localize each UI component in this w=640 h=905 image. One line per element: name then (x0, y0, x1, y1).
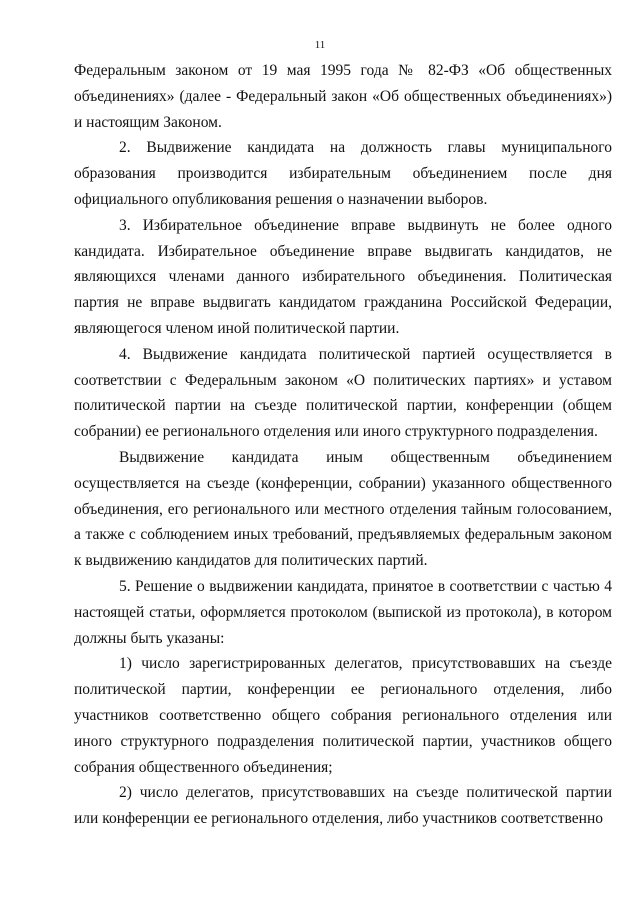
paragraph-item-1: 1) число зарегистрированных делегатов, присутствовавших на съезде политической партии, конференции ее регионального отделения, либо участников соответственно общего собрания регионального отделения или иного структурного подразделения политической партии, участников общего собрания общественного объединения; (74, 655, 612, 776)
page-number: 11 (314, 39, 326, 51)
paragraph-continuation: Федеральным законом от 19 мая 1995 года № 82-ФЗ «Об общественных объединениях» (далее - Федеральный закон «Об общественных объединениях») и настоящим Законом. (74, 62, 612, 131)
document-body (74, 58, 612, 832)
paragraph-clause-5: 5. Решение о выдвижении кандидата, принятое в соответствии с частью 4 настоящей статьи, оформляется протоколом (выпиской из протокола), в котором должны быть указаны: (74, 577, 612, 647)
paragraph-clause-4: 4. Выдвижение кандидата политической партией осуществляется в соответствии с Федеральным законом «О политических партиях» и уставом политической партии на съезде политической партии, конференции (общем собрании) ее регионального отделения или иного структурного подразделения. (74, 345, 612, 441)
paragraph-item-2: 2) число делегатов, присутствовавших на съезде политической партии или конференции ее регионального отделения, либо участников соответственно (74, 784, 612, 828)
paragraph-clause-4-continued: Выдвижение кандидата иным общественным объединением осуществляется на съезде (конференции, собрании) указанного общественного объединения, его регионального или местного отделения тайным голосованием, а также с соблюдением иных требований, предъявляемых федеральным законом к выдвижению кандидатов для политических партий. (74, 448, 612, 570)
paragraph-clause-2: 2. Выдвижение кандидата на должность главы муниципального образования производится избирательным объединением после дня официального опубликования решения о назначении выборов. (74, 139, 612, 208)
paragraph-clause-3: 3. Избирательное объединение вправе выдвинуть не более одного кандидата. Избирательное объединение вправе выдвигать кандидатов, не являющихся членами данного избирательного объединения. Политическая партия не вправе выдвигать кандидатом гражданина Российской Федерации, являющегося членом иной политической партии. (74, 216, 612, 337)
